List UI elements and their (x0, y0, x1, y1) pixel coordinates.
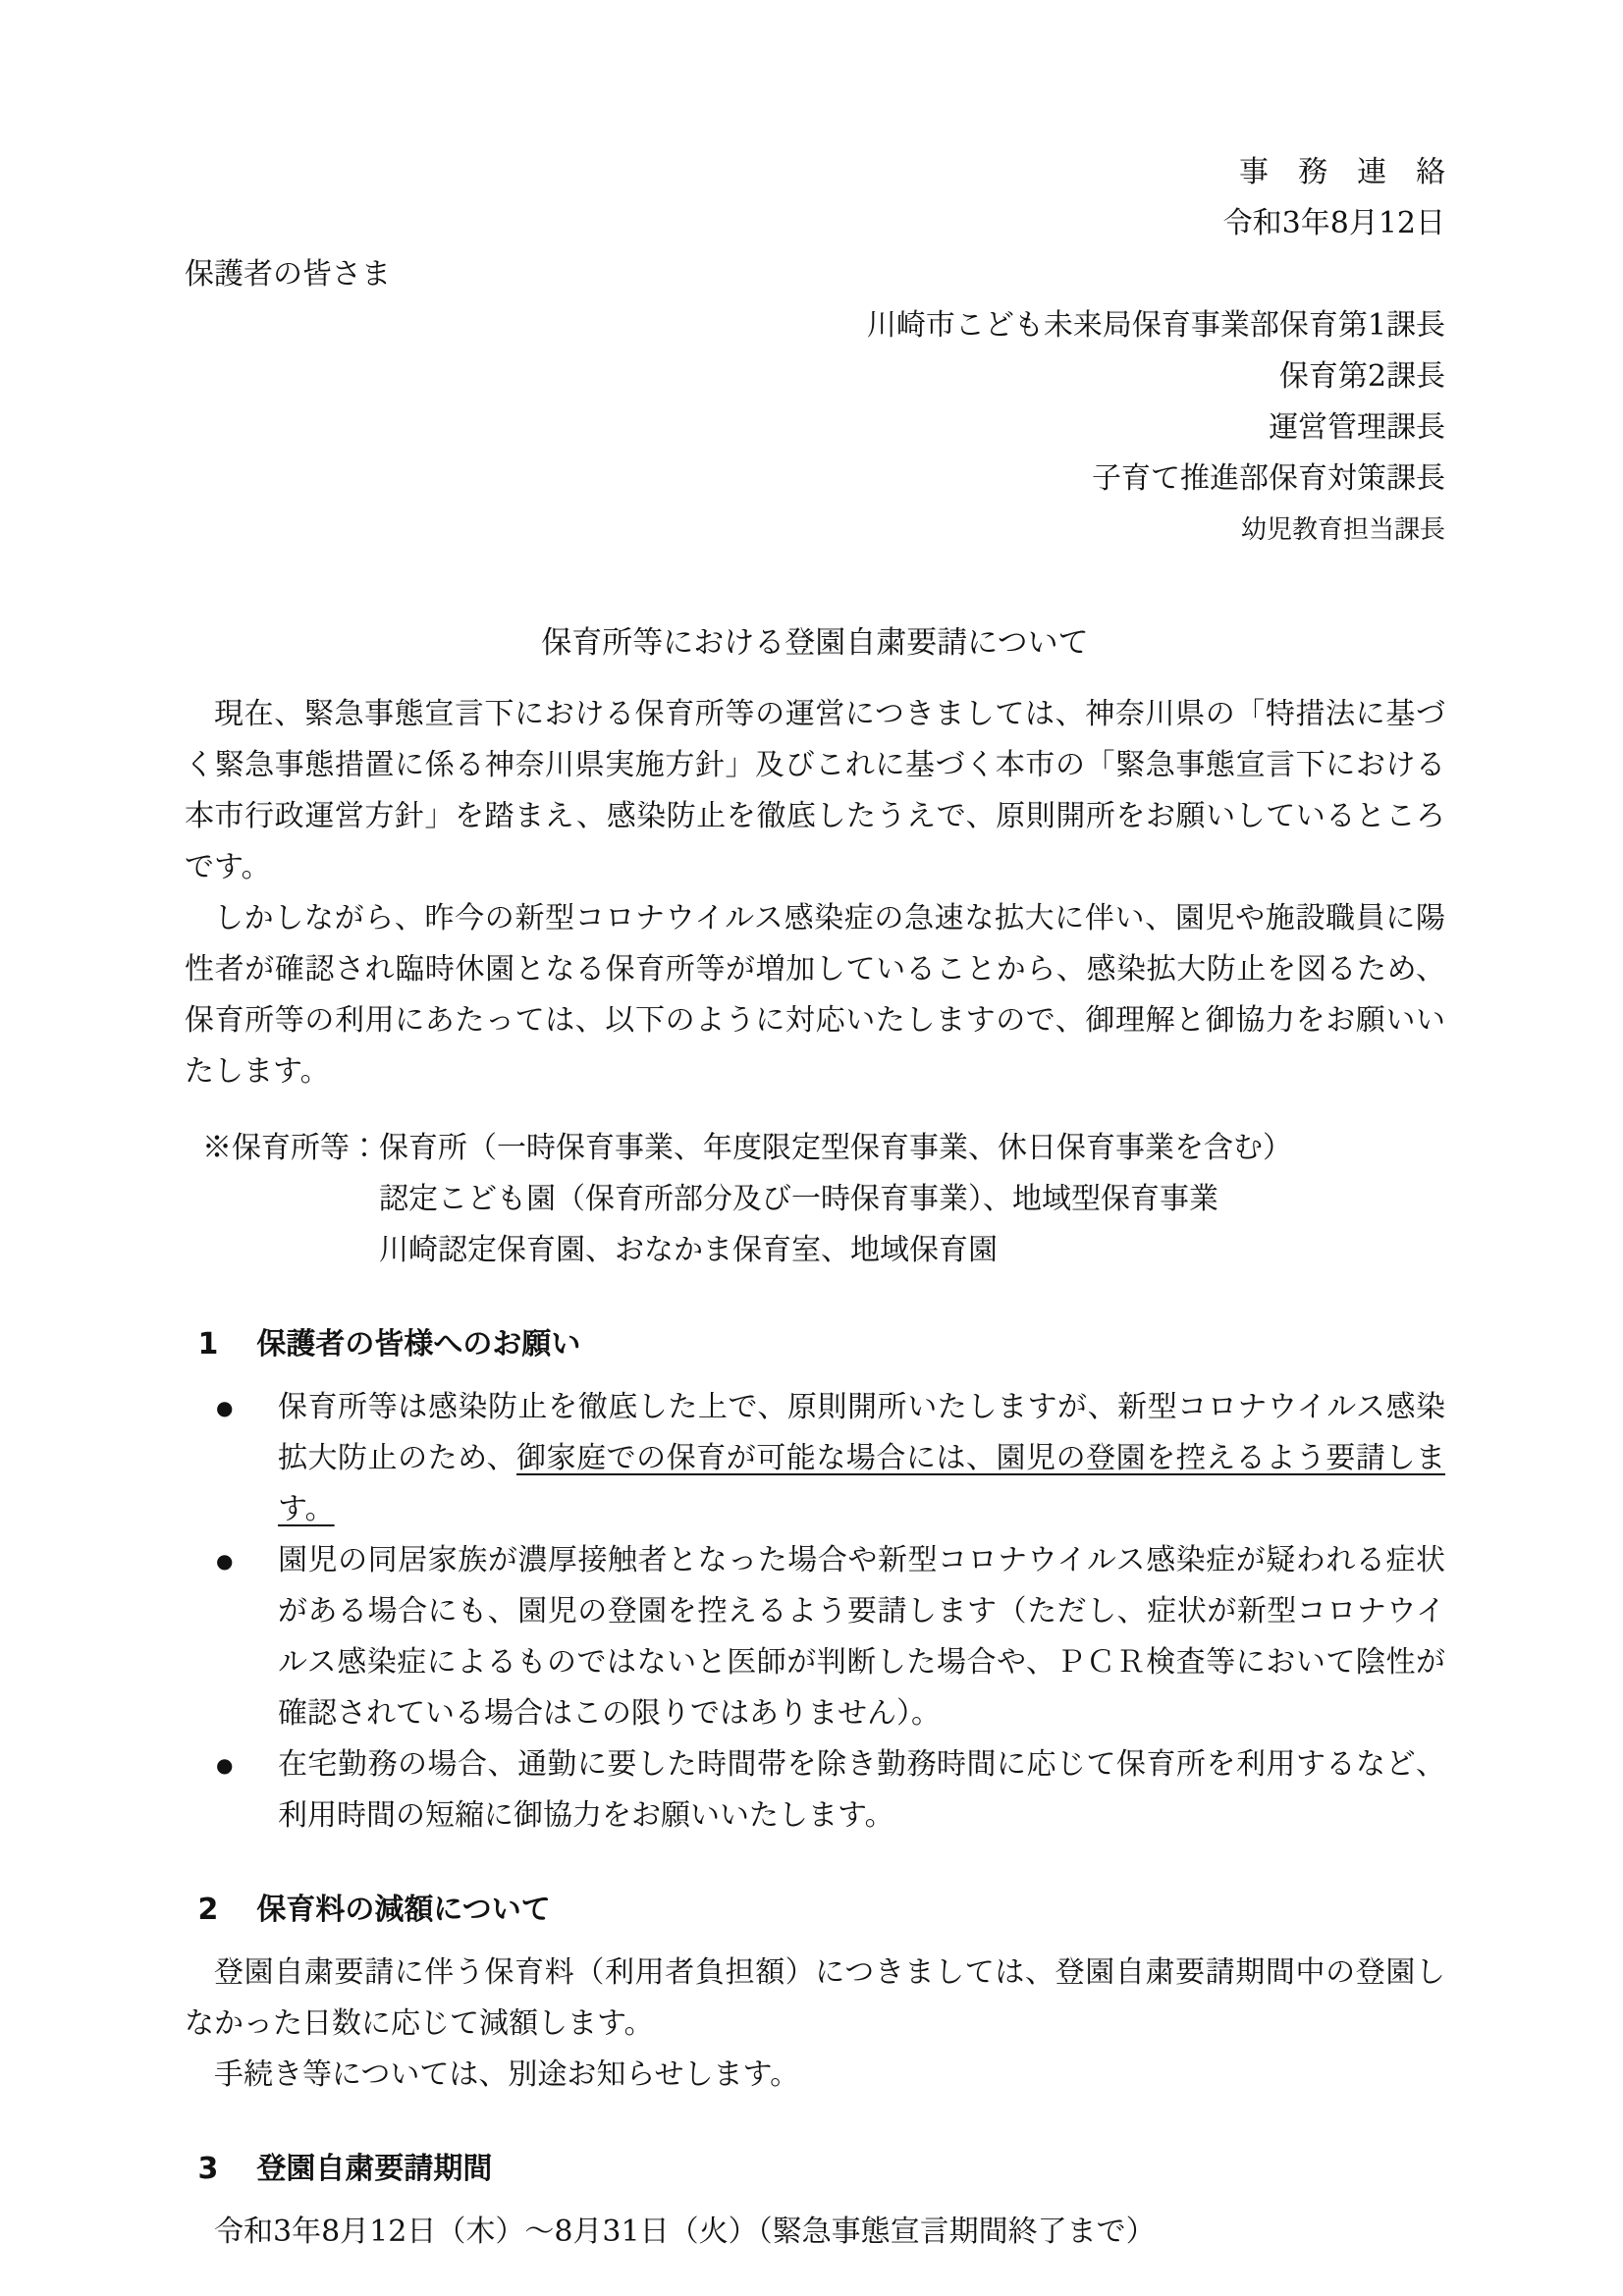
sender-line: 保育第2課長 (1278, 359, 1445, 394)
bullet-item (216, 1535, 1445, 1739)
section-1 (185, 1319, 1445, 1842)
section-1-number: 1 (197, 1327, 219, 1362)
section-2-heading (185, 1885, 1445, 1936)
section-2-number: 2 (197, 1893, 219, 1927)
request-period-text: 令和3年8月12日（木）～8月31日（火）（緊急事態宣言期間終了まで） (214, 2215, 1156, 2249)
intro-paragraph-2: しかしながら、昨今の新型コロナウイルス感染症の急速な拡大に伴い、園児や施設職員に陽性者が確認され臨時休園となる保育所等が増加していることから、感染拡大防止を図るため、保育所等の利用にあたっては、以下のように対応いたしますので、御理解と御協力をお願いいたします。 (185, 901, 1445, 1089)
note-line (202, 1225, 1445, 1276)
note-text: 川崎認定保育園、おなかま保育室、地域保育園 (379, 1233, 998, 1267)
section-3-number: 3 (197, 2152, 219, 2186)
bullet-text-plain: 保育所等は感染防止を徹底した上で、原則開所いたしますが、新型コロナウイルス感染拡大防止のため、 (278, 1390, 1445, 1475)
fee-reduction-paragraph-2: 手続き等については、別途お知らせします。 (214, 2057, 800, 2092)
doc-date: 令和3年8月12日 (1222, 206, 1445, 240)
section-1-title: 保護者の皆様へのお願い (256, 1327, 581, 1362)
sender-line: 子育て推進部保育対策課長 (1092, 461, 1445, 496)
sender-line: 川崎市こども未来局保育事業部保育第1課長 (866, 308, 1445, 343)
doc-type-label: 事 務 連 絡 (1239, 155, 1445, 189)
fee-reduction-paragraph-1: 登園自粛要請に伴う保育料（利用者負担額）につきましては、登園自粛要請期間中の登園しなかった日数に応じて減額します。 (185, 1955, 1445, 2041)
bullet-text-underlined: 御家庭での保育が可能な場合には、園児の登園を控えるよう要請します。 (278, 1441, 1445, 1526)
note-text: 保育所（一時保育事業、年度限定型保育事業、休日保育事業を含む） (379, 1131, 1292, 1165)
intro-paragraph-1: 現在、緊急事態宣言下における保育所等の運営につきましては、神奈川県の「特措法に基づく緊急事態措置に係る神奈川県実施方針」及びこれに基づく本市の「緊急事態宣言下における本市行政運営方針」を踏まえ、感染防止を徹底したうえで、原則開所をお願いしているところです。 (185, 697, 1445, 884)
section-2-title: 保育料の減額について (256, 1893, 551, 1927)
bullet-icon: ● (216, 1549, 234, 1573)
note-line (202, 1174, 1445, 1225)
bullet-item (216, 1382, 1445, 1535)
request-bullet-list (216, 1382, 1445, 1842)
section-3-title: 登園自粛要請期間 (256, 2152, 493, 2186)
note-block (202, 1123, 1445, 1276)
sender-line: 運営管理課長 (1269, 410, 1445, 445)
bullet-text: 園児の同居家族が濃厚接触者となった場合や新型コロナウイルス感染症が疑われる症状がある場合にも、園児の登園を控えるよう要請します（ただし、症状が新型コロナウイルス感染症によるものではないと医師が判断した場合や、ＰＣＲ検査等において陰性が確認されている場合はこの限りではありません）。 (278, 1543, 1445, 1731)
bullet-item (216, 1739, 1445, 1842)
addressee: 保護者の皆さま (185, 257, 391, 292)
bullet-icon: ● (216, 1396, 234, 1419)
bullet-text: 在宅勤務の場合、通勤に要した時間帯を除き勤務時間に応じて保育所を利用するなど、利用時間の短縮に御協力をお願いいたします。 (278, 1747, 1445, 1833)
note-text: 認定こども園（保育所部分及び一時保育事業）、地域型保育事業 (379, 1182, 1218, 1216)
sender-line: 幼児教育担当課長 (1240, 515, 1445, 545)
section-3 (185, 2144, 1445, 2258)
note-line (202, 1123, 1445, 1174)
section-3-heading (185, 2144, 1445, 2195)
sender-block (185, 300, 1445, 556)
bullet-icon: ● (216, 1753, 234, 1777)
document-title: 保育所等における登園自粛要請について (541, 625, 1089, 661)
bullet-text (278, 1382, 1445, 1535)
note-label: ※保育所等： (202, 1131, 379, 1165)
section-1-heading (185, 1319, 1445, 1370)
section-2 (185, 1885, 1445, 2101)
